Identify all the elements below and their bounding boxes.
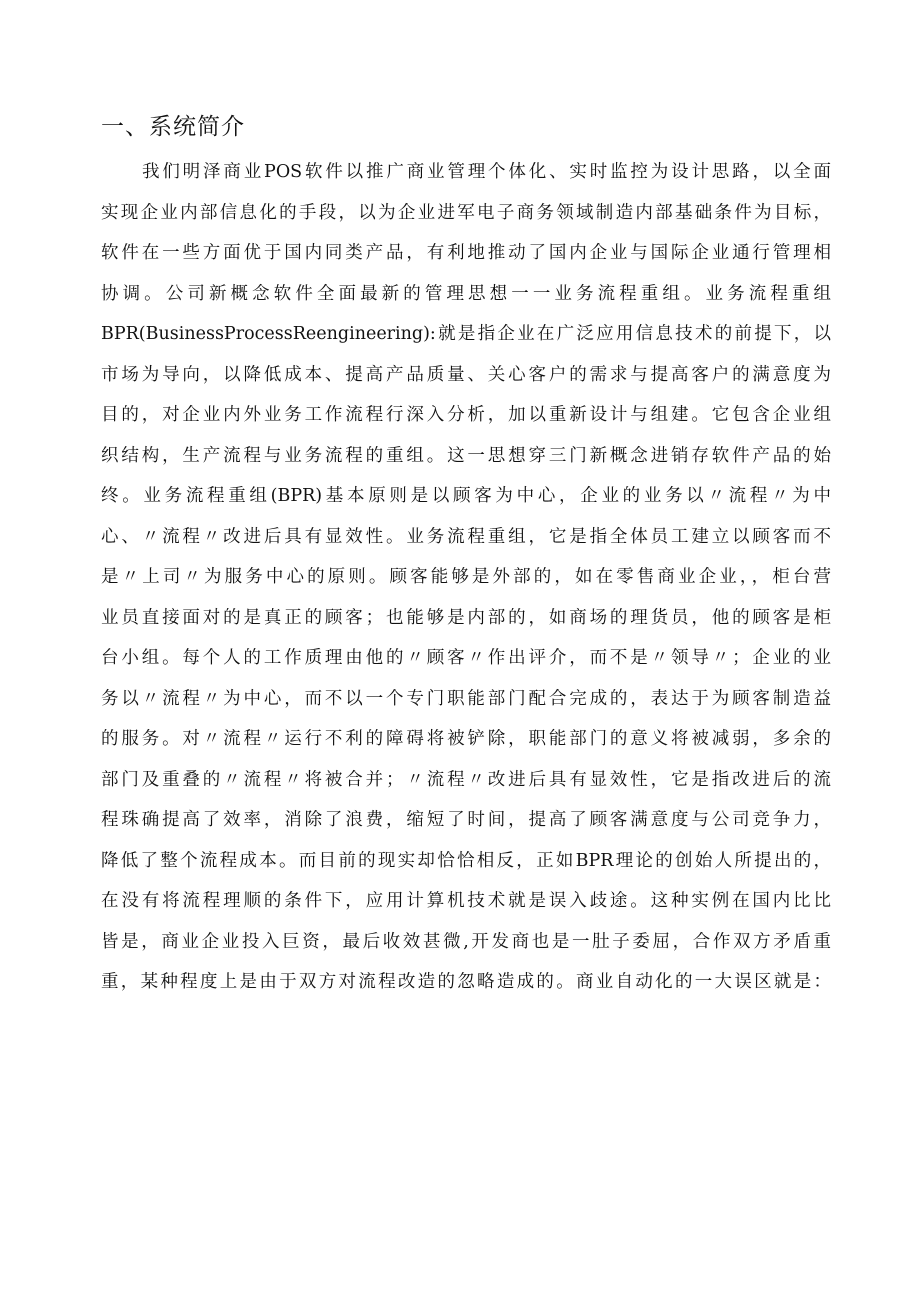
text-line: 降低了整个流程成本。而目前的现实却恰恰相反，正如BPR理论的创始人所提出的，	[101, 850, 831, 871]
text-line: 台小组。每个人的工作质理由他的〃顾客〃作出评介，而不是〃领导〃；企业的业	[101, 648, 831, 668]
text-line: 实现企业内部信息化的手段，以为企业进军电子商务领域制造内部基础条件为目标，	[101, 202, 831, 223]
text-line: 业员直接面对的是真正的顾客；也能够是内部的，如商场的理货员，他的顾客是柜	[101, 607, 831, 628]
text-line: 务以〃流程〃为中心，而不以一个专门职能部门配合完成的，表达于为顾客制造益	[101, 688, 831, 709]
text-line: 是〃上司〃为服务中心的原则。顾客能够是外部的，如在零售商业企业，，柜台营	[101, 567, 831, 587]
text-line: 协调。公司新概念软件全面最新的管理思想一一业务流程重组。业务流程重组	[101, 283, 831, 304]
section-heading: 一、系统简介	[101, 114, 245, 140]
text-line: 的服务。对〃流程〃运行不利的障碍将被铲除，职能部门的意义将被减弱，多余的	[101, 729, 831, 749]
text-line: 程珠确提高了效率，消除了浪费，缩短了时间，提高了顾客满意度与公司竞争力，	[101, 810, 831, 830]
text-line: BPR(BusinessProcessReengineering):就是指企业在广泛应用信息技术的前提下，以	[101, 324, 831, 344]
text-line: 织结构，生产流程与业务流程的重组。这一思想穿三门新概念进销存软件产品的始	[101, 445, 831, 466]
text-line: 市场为导向，以降低成本、提高产品质量、关心客户的需求与提高客户的满意度为	[101, 364, 831, 385]
text-line: 我们明泽商业POS软件以推广商业管理个体化、实时监控为设计思路，以全面	[142, 162, 831, 182]
text-line: 皆是，商业企业投入巨资，最后收效甚微,开发商也是一肚子委屈，合作双方矛盾重	[101, 931, 831, 952]
text-line: 终。业务流程重组(BPR)基本原则是以顾客为中心，企业的业务以〃流程〃为中	[101, 486, 831, 506]
text-line: 在没有将流程理顺的条件下，应用计算机技术就是误入歧途。这种实例在国内比比	[101, 891, 831, 911]
text-line: 目的，对企业内外业务工作流程行深入分析，加以重新设计与组建。它包含企业组	[101, 405, 831, 425]
text-line: 软件在一些方面优于国内同类产品，有利地推动了国内企业与国际企业通行管理相	[101, 243, 831, 263]
text-line: 部门及重叠的〃流程〃将被合并；〃流程〃改进后具有显效性，它是指改进后的流	[101, 769, 831, 790]
text-line: 重，某种程度上是由于双方对流程改造的忽略造成的。商业自动化的一大误区就是：	[101, 972, 831, 992]
body-paragraph	[101, 152, 831, 1003]
text-line: 心、〃流程〃改进后具有显效性。业务流程重组，它是指全体员工建立以顾客而不	[101, 526, 831, 547]
